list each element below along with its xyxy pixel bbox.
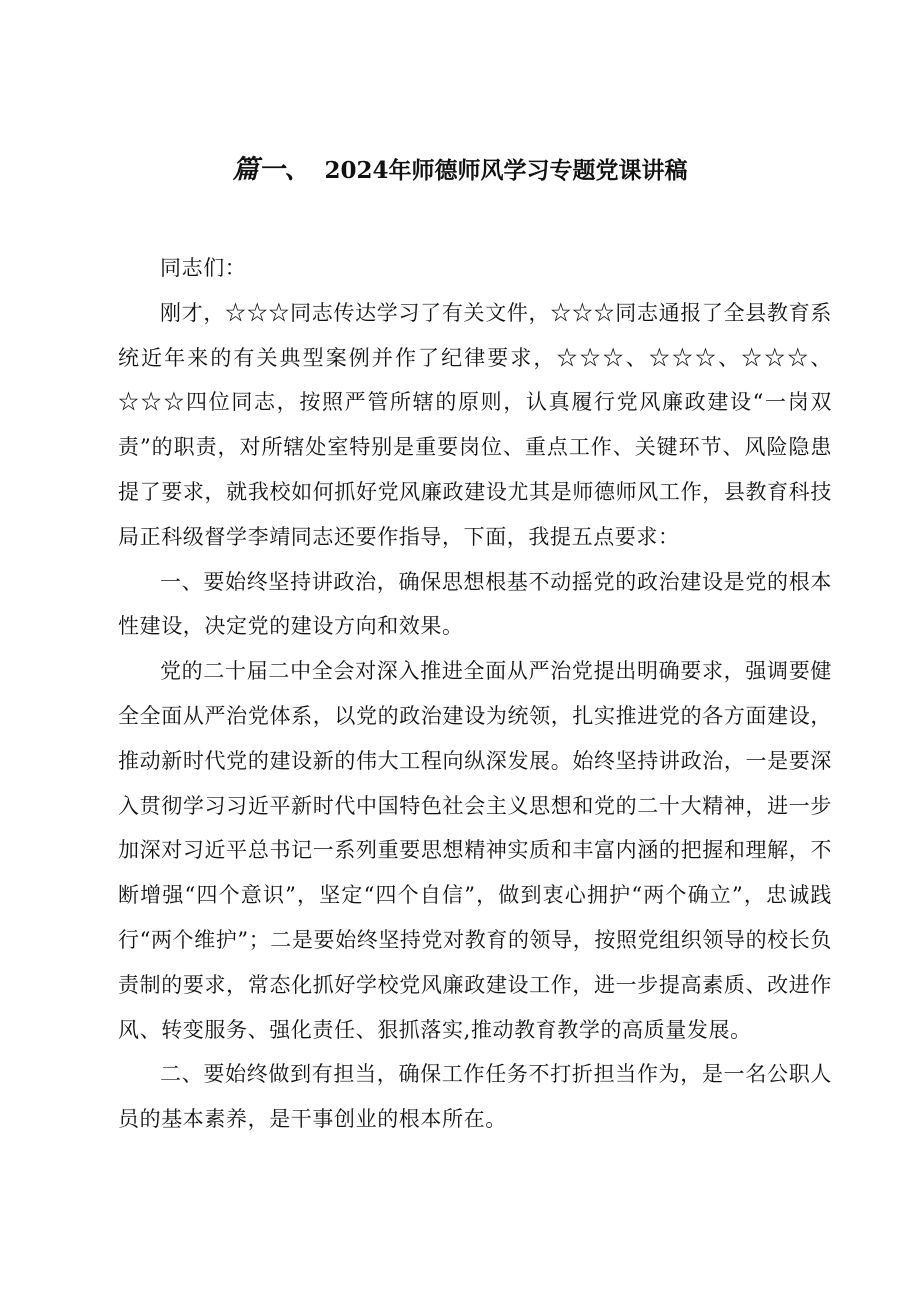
paragraph: 刚才，☆☆☆同志传达学习了有关文件，☆☆☆同志通报了全县教育系统近年来的有关典型案例并作了纪律要求，☆☆☆、☆☆☆、☆☆☆、☆☆☆四位同志，按照严管所辖的原则，认真履行党风廉政建设“一岗双责”的职责，对所辖处室特别是重要岗位、重点工作、关键环节、风险隐患提了要求，就我校如何抓好党风廉政建设尤其是师德师风工作，县教育科技局正科级督学李靖同志还要作指导，下面，我提五点要求： [118,300,832,549]
paragraph: 党的二十届二中全会对深入推进全面从严治党提出明确要求，强调要健全全面从严治党体系，以党的政治建设为统领，扎实推进党的各方面建设，推动新时代党的建设新的伟大工程向纵深发展。始终坚持讲政治，一是要深入贯彻学习习近平新时代中国特色社会主义思想和党的二十大精神，进一步加深对习近平总书记一系列重要思想精神实质和丰富内涵的把握和理解，不断增强“四个意识”，坚定“四个自信”，做到衷心拥护“两个确立”，忠诚践行“两个维护”；二是要始终坚持党对教育的领导，按照党组织领导的校长负责制的要求，常态化抓好学校党风廉政建设工作，进一步提高素质、改进作风、转变服务、强化责任、狠抓落实,推动教育教学的高质量发展。 [118,659,832,1042]
document-body [118,246,832,1142]
salutation: 同志们： [160,256,247,280]
title-prefix: 篇一、 [232,155,311,185]
title-text: 2024年师德师风学习专题党课讲稿 [324,157,688,184]
paragraph: 二、要始终做到有担当，确保工作任务不打折担当作为，是一名公职人员的基本素养，是干事创业的根本所在。 [118,1062,832,1132]
paragraph: 一、要始终坚持讲政治，确保思想根基不动摇党的政治建设是党的根本性建设，决定党的建设方向和效果。 [118,569,832,639]
document-title [0,150,920,191]
